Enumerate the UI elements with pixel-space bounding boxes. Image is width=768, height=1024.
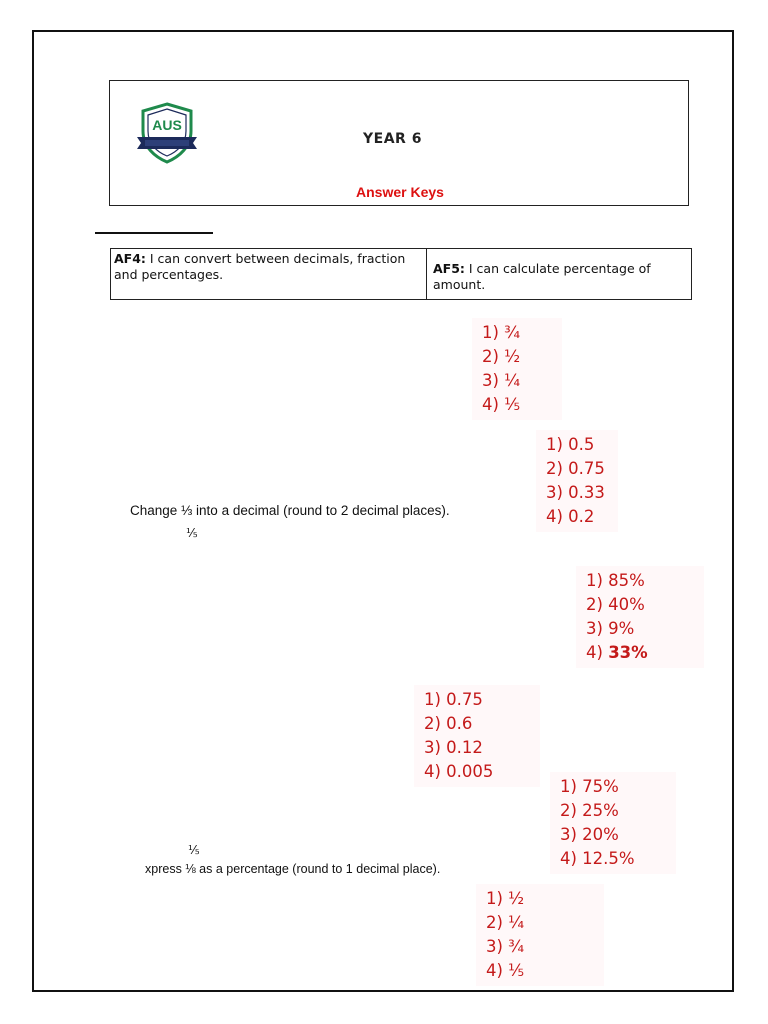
- question-text: xpress ⅛ as a percentage (round to 1 decimal place).: [145, 862, 441, 876]
- answer-row: 1) 75%: [560, 777, 619, 796]
- objective-af5-cell: [427, 249, 691, 299]
- answer-row: 1) ¾: [482, 323, 521, 342]
- answer-row: 2) 25%: [560, 801, 619, 820]
- year-label: YEAR 6: [363, 131, 422, 147]
- answer-row: 3) 0.12: [424, 738, 483, 757]
- answer-row: 1) 0.75: [424, 690, 483, 709]
- af4-code: AF4:: [114, 251, 146, 266]
- answer-group-3: [576, 566, 704, 668]
- answer-group-4: [414, 685, 540, 787]
- af4-text: I can convert between decimals, fraction and percentages.: [114, 251, 406, 282]
- answer-row: [586, 641, 698, 665]
- answer-row: 4) ⅕: [482, 395, 521, 414]
- answer-row: 1) 85%: [586, 571, 645, 590]
- answer-group-5: [550, 772, 676, 874]
- answer-row: 4) 0.2: [546, 507, 595, 526]
- answer-row: 1) ½: [486, 889, 525, 908]
- answer-group-2: [536, 430, 618, 532]
- answer-row: 3) ¾: [486, 937, 525, 956]
- af5-text: I can calculate percentage of amount.: [433, 261, 651, 292]
- logo-text: AUS: [152, 117, 182, 133]
- answer-keys-title: Answer Keys: [356, 184, 444, 200]
- answer-row: 2) 0.6: [424, 714, 473, 733]
- answer-row: 2) ¼: [486, 913, 525, 932]
- answer-bold-value: 33%: [608, 643, 648, 662]
- answer-group-6: [476, 884, 604, 986]
- school-crest-logo: [135, 101, 199, 165]
- answer-row: 3) 0.33: [546, 483, 605, 502]
- answer-row: 3) 20%: [560, 825, 619, 844]
- answer-row: 4) 12.5%: [560, 849, 635, 868]
- answer-row: 2) 40%: [586, 595, 645, 614]
- answer-row: 3) 9%: [586, 619, 635, 638]
- question-text: Change ⅓ into a decimal (round to 2 decimal places).: [130, 503, 450, 518]
- divider-line: [95, 232, 213, 234]
- answer-row: 2) ½: [482, 347, 521, 366]
- answer-row: 4) ⅕: [486, 961, 525, 980]
- answer-row: 1) 0.5: [546, 435, 595, 454]
- af5-code: AF5:: [433, 261, 465, 276]
- answer-row: 3) ¼: [482, 371, 521, 390]
- answer-group-1: [472, 318, 562, 420]
- objectives-table: [110, 248, 692, 300]
- question-fraction: ⅕: [188, 843, 200, 857]
- question-fraction: ⅕: [186, 526, 198, 540]
- answer-row: 2) 0.75: [546, 459, 605, 478]
- objective-af4-cell: [111, 249, 427, 299]
- answer-row: 4) 0.005: [424, 762, 494, 781]
- answer-row-prefix: 4): [586, 643, 609, 662]
